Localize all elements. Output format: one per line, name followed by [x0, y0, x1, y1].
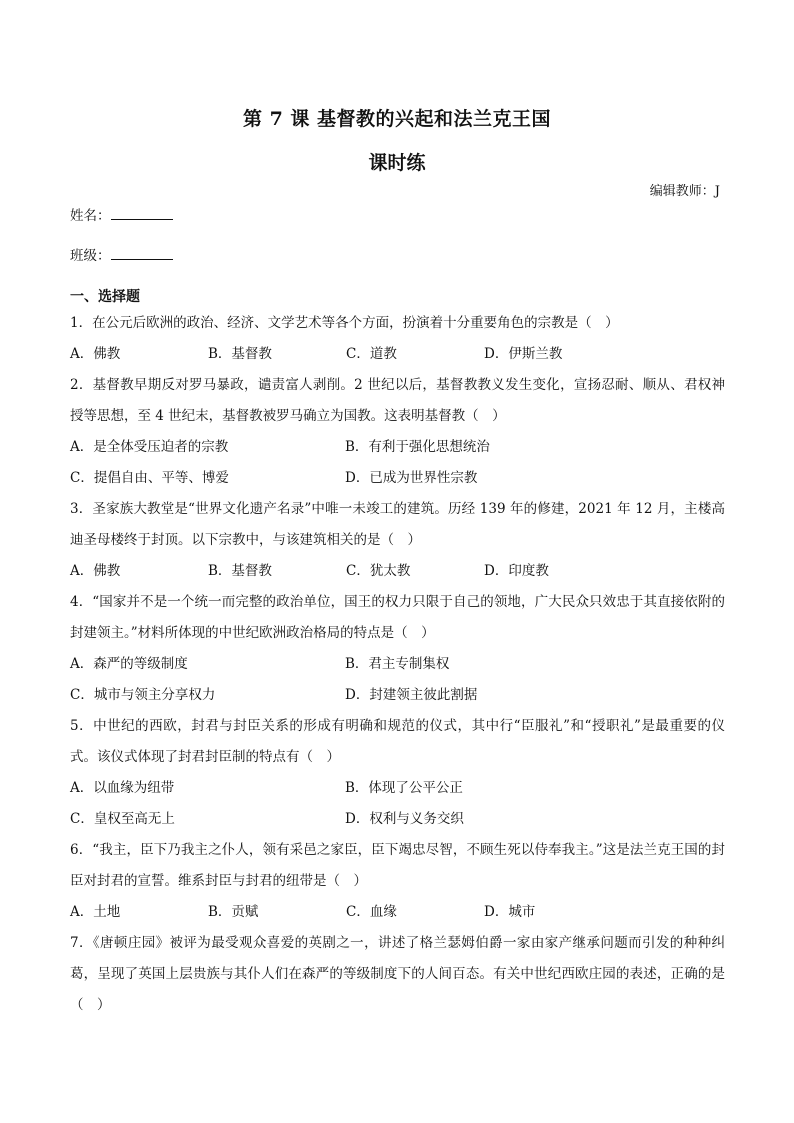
question-stem: 2．基督教早期反对罗马暴政，谴责富人剥削。2 世纪以后，基督教教义发生变化，宣扬忍耐、顺从、君权神授等思想，至 4 世纪末，基督教被罗马确立为国教。这表明基督教（ ） — [70, 377, 725, 424]
option-b[interactable]: B．基督教 — [208, 563, 272, 579]
page-subtitle: 课时练 — [368, 152, 426, 174]
option-a[interactable]: A．以血缘为纽带 — [70, 780, 175, 796]
section-heading: 一、选择题 — [70, 289, 140, 305]
option-c[interactable]: C．血缘 — [346, 904, 397, 920]
question-stem: 7．《唐顿庄园》被评为最受观众喜爱的英剧之一，讲述了格兰瑟姆伯爵一家由家产继承问题而引发的种种纠葛，呈现了英国上层贵族与其仆人们在森严的等级制度下的人间百态。有关中世纪西欧庄园的表述，正确的是（ ） — [70, 935, 725, 1013]
option-d[interactable]: D．已成为世界性宗教 — [345, 470, 478, 486]
option-row — [70, 432, 725, 494]
option-row — [70, 897, 725, 928]
option-d[interactable]: D．封建领主彼此割据 — [345, 687, 478, 703]
option-b[interactable]: B．贡赋 — [208, 904, 259, 920]
option-c[interactable]: C．道教 — [346, 346, 397, 362]
option-row — [70, 773, 725, 835]
option-d[interactable]: D．城市 — [484, 904, 536, 920]
option-b[interactable]: B．有利于强化思想统治 — [345, 439, 490, 455]
name-label: 姓名： — [70, 208, 111, 224]
option-row — [70, 649, 725, 711]
class-blank[interactable] — [111, 247, 173, 260]
name-blank[interactable] — [111, 207, 173, 220]
option-b[interactable]: B．君主专制集权 — [345, 656, 450, 672]
option-row — [70, 556, 725, 587]
option-row — [70, 339, 725, 370]
question-stem: 6．“我主，臣下乃我主之仆人，领有采邑之家臣，臣下竭忠尽智，不顾生死以侍奉我主。”这是法兰克王国的封臣对封君的宣誓。维系封臣与封君的纽带是（ ） — [70, 842, 725, 889]
name-field — [70, 204, 173, 224]
editor-credit: 编辑教师：J — [649, 184, 720, 199]
option-d[interactable]: D．权利与义务交织 — [345, 811, 464, 827]
question-stem: 3．圣家族大教堂是“世界文化遗产名录”中唯一未竣工的建筑。历经 139 年的修建，2021 年 12 月，主楼高迪圣母楼终于封顶。以下宗教中，与该建筑相关的是（ ） — [70, 501, 725, 548]
page-title: 第 7 课 基督教的兴起和法兰克王国 — [242, 108, 552, 130]
option-a[interactable]: A．土地 — [70, 904, 121, 920]
question-list — [70, 308, 725, 1021]
option-a[interactable]: A．森严的等级制度 — [70, 656, 188, 672]
question-stem: 5．中世纪的西欧，封君与封臣关系的形成有明确和规范的仪式，其中行“臣服礼”和“授职礼”是最重要的仪式。该仪式体现了封君封臣制的特点有（ ） — [70, 718, 725, 765]
option-a[interactable]: A．佛教 — [70, 563, 121, 579]
question-stem: 1．在公元后欧洲的政治、经济、文学艺术等各个方面，扮演着十分重要角色的宗教是（ ） — [70, 315, 619, 331]
question-stem: 4．“国家并不是一个统一而完整的政治单位，国王的权力只限于自己的领地，广大民众只效忠于其直接依附的封建领主。”材料所体现的中世纪欧洲政治格局的特点是（ ） — [70, 594, 725, 641]
option-c[interactable]: C．城市与领主分享权力 — [70, 687, 216, 703]
option-c[interactable]: C．犹太教 — [346, 563, 411, 579]
option-b[interactable]: B．体现了公平公正 — [345, 780, 463, 796]
class-field — [70, 244, 173, 264]
class-label: 班级： — [70, 248, 111, 264]
option-b[interactable]: B．基督教 — [208, 346, 272, 362]
option-d[interactable]: D．伊斯兰教 — [484, 346, 563, 362]
option-c[interactable]: C．皇权至高无上 — [70, 811, 175, 827]
option-d[interactable]: D．印度教 — [484, 563, 549, 579]
option-a[interactable]: A．是全体受压迫者的宗教 — [70, 439, 229, 455]
option-a[interactable]: A．佛教 — [70, 346, 121, 362]
option-c[interactable]: C．提倡自由、平等、博爱 — [70, 470, 229, 486]
